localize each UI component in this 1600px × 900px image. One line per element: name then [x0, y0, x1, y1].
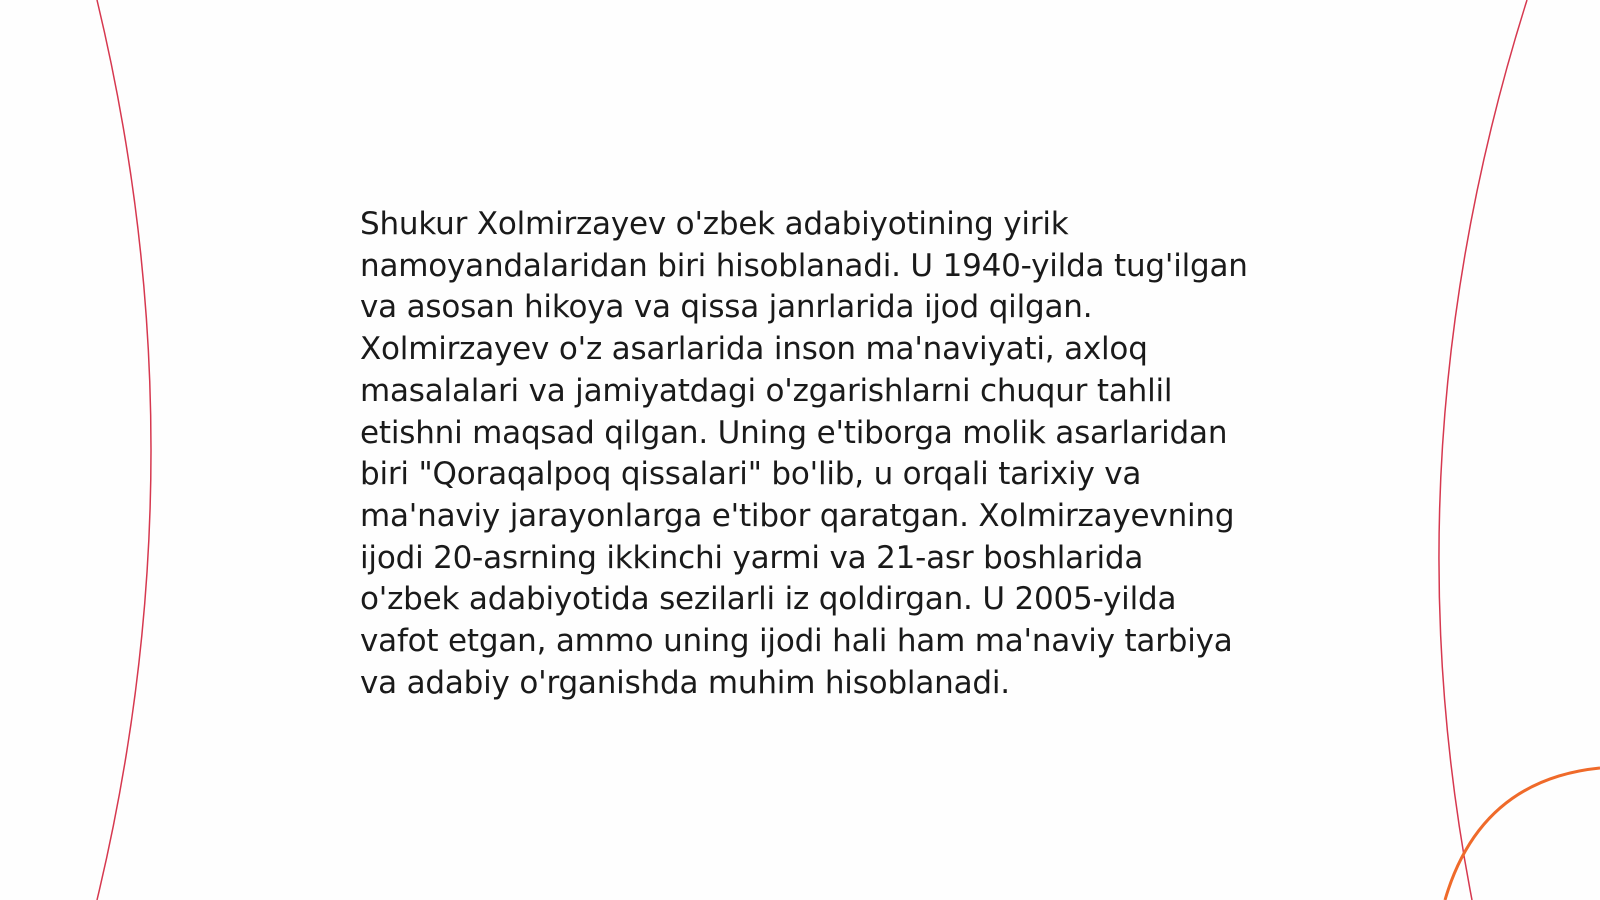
orange-arc [1445, 768, 1600, 900]
body-paragraph: Shukur Xolmirzayev o'zbek adabiyotining yirik namoyandalaridan biri hisoblanadi. U 1940-yilda tug'ilgan va asosan hikoya va qissa janrlarida ijod qilgan. Xolmirzayev o'z asarlarida inson ma'naviyati, axloq masalalari va jamiyatdagi o'zgarishlarni chuqur tahlil etishni maqsad qilgan. Uning e'tiborga molik asarlaridan biri "Qoraqalpoq qissalari" bo'lib, u orqali tarixiy va ma'naviy jarayonlarga e'tibor qaratgan. Xolmirzayevning ijodi 20-asrning ikkinchi yarmi va 21-asr boshlarida o'zbek adabiyotida sezilarli iz qoldirgan. U 2005-yilda vafot etgan, ammo uning ijodi hali ham ma'naviy tarbiya va adabiy o'rganishda muhim hisoblanadi. [360, 206, 1248, 701]
left-curve-line [97, 0, 151, 900]
right-curve-line [1439, 0, 1527, 900]
